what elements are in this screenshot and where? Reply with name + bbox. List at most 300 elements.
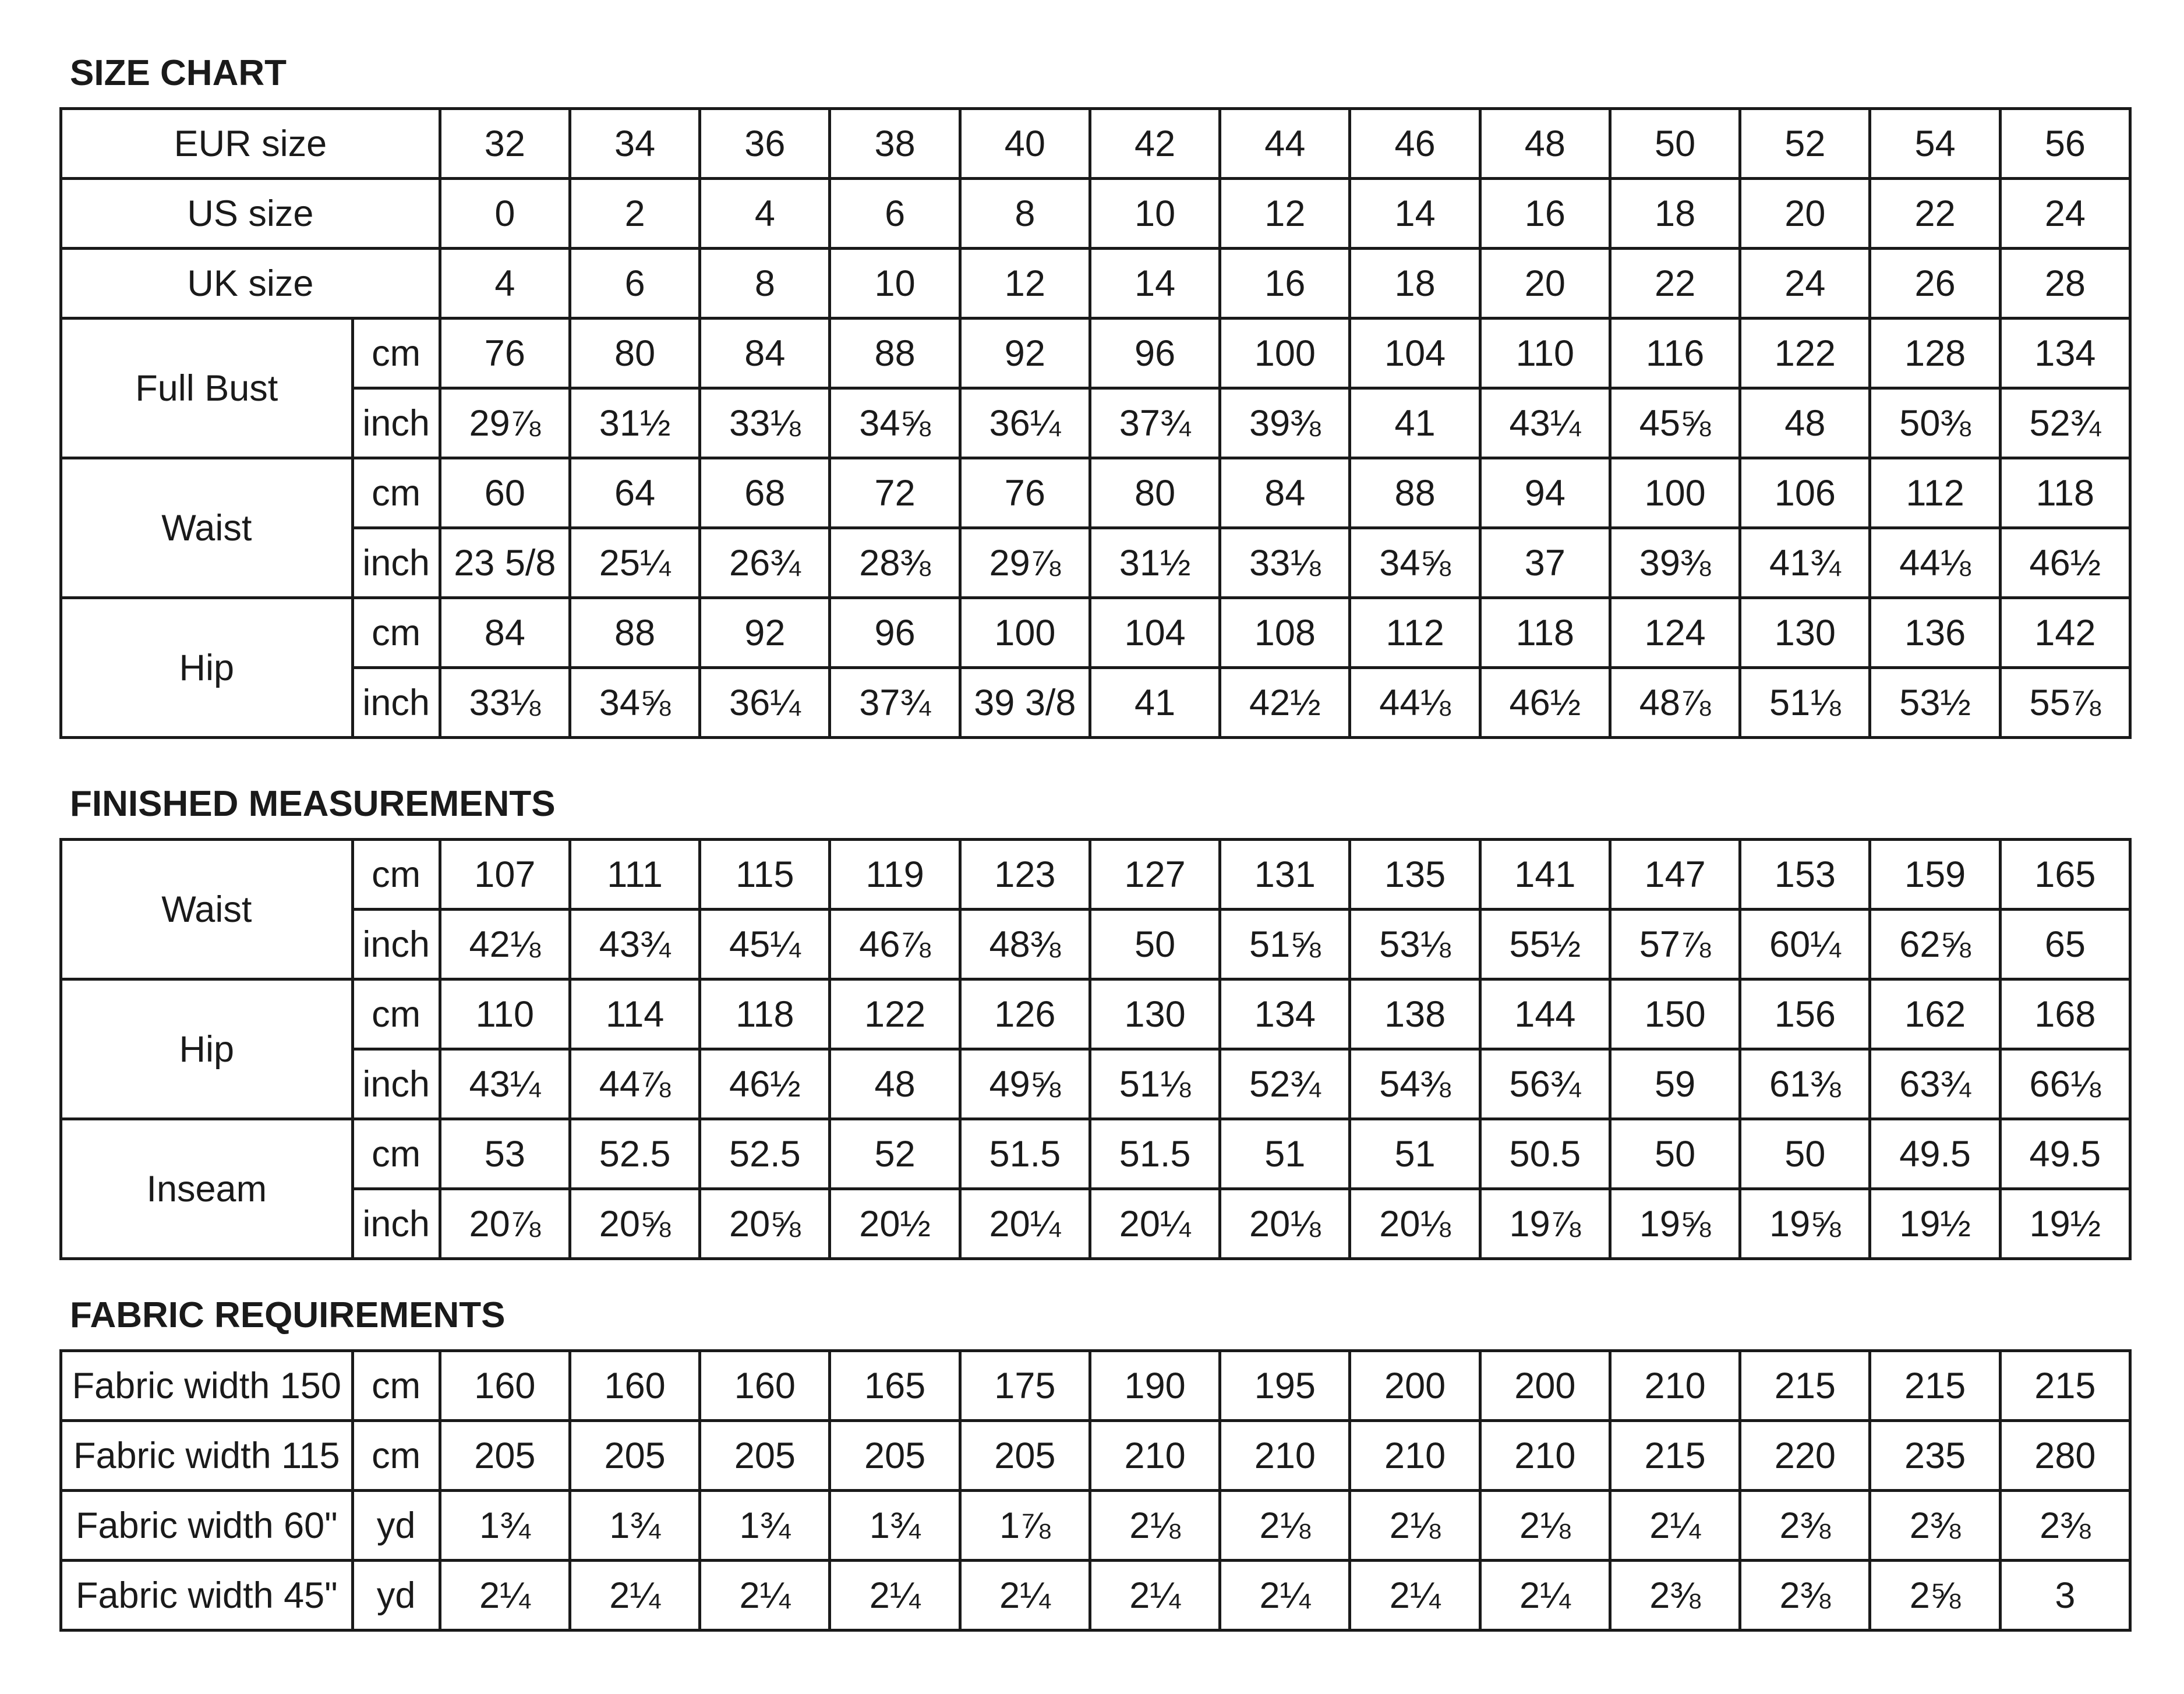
value-cell: 153 (1740, 840, 1870, 910)
fabric-width-label: Fabric width 150 (61, 1351, 353, 1421)
value-cell: 159 (1870, 840, 2000, 910)
value-cell: 20¼ (1090, 1189, 1220, 1259)
value-cell: 205 (960, 1421, 1090, 1491)
value-cell: 2¼ (1480, 1561, 1610, 1631)
value-cell: 96 (830, 598, 960, 668)
value-cell: 26 (1870, 249, 2000, 319)
value-cell: 128 (1870, 319, 2000, 388)
value-cell: 19⅝ (1740, 1189, 1870, 1259)
value-cell: 49.5 (2000, 1119, 2130, 1189)
value-cell: 37¾ (1090, 388, 1220, 458)
value-cell: 19⅞ (1480, 1189, 1610, 1259)
value-cell: 22 (1610, 249, 1740, 319)
value-cell: 22 (1870, 179, 2000, 249)
value-cell: 131 (1220, 840, 1350, 910)
value-cell: 124 (1610, 598, 1740, 668)
value-cell: 112 (1350, 598, 1480, 668)
value-cell: 1¾ (440, 1491, 570, 1561)
value-cell: 45¼ (700, 910, 830, 979)
value-cell: 48 (830, 1049, 960, 1119)
value-cell: 33⅛ (1220, 528, 1350, 598)
value-cell: 3 (2000, 1561, 2130, 1631)
value-cell: 25¼ (570, 528, 699, 598)
value-cell: 41 (1090, 668, 1220, 738)
value-cell: 115 (700, 840, 830, 910)
value-cell: 39⅜ (1220, 388, 1350, 458)
value-cell: 20⅝ (570, 1189, 699, 1259)
value-cell: 50.5 (1480, 1119, 1610, 1189)
value-cell: 72 (830, 458, 960, 528)
value-cell: 24 (1740, 249, 1870, 319)
value-cell: 41¾ (1740, 528, 1870, 598)
fabric-width-label: Fabric width 60" (61, 1491, 353, 1561)
value-cell: 65 (2000, 910, 2130, 979)
value-cell: 210 (1480, 1421, 1610, 1491)
value-cell: 51⅛ (1740, 668, 1870, 738)
value-cell: 14 (1090, 249, 1220, 319)
value-cell: 49.5 (1870, 1119, 2000, 1189)
value-cell: 122 (1740, 319, 1870, 388)
value-cell: 94 (1480, 458, 1610, 528)
value-cell: 118 (1480, 598, 1610, 668)
value-cell: 20¼ (960, 1189, 1090, 1259)
value-cell: 28 (2000, 249, 2130, 319)
value-cell: 210 (1350, 1421, 1480, 1491)
value-cell: 37 (1480, 528, 1610, 598)
size-label: EUR size (61, 109, 440, 179)
value-cell: 118 (2000, 458, 2130, 528)
value-cell: 54 (1870, 109, 2000, 179)
value-cell: 220 (1740, 1421, 1870, 1491)
value-cell: 106 (1740, 458, 1870, 528)
value-cell: 2¼ (700, 1561, 830, 1631)
value-cell: 84 (440, 598, 570, 668)
value-cell: 46½ (700, 1049, 830, 1119)
value-cell: 108 (1220, 598, 1350, 668)
value-cell: 42½ (1220, 668, 1350, 738)
value-cell: 57⅞ (1610, 910, 1740, 979)
unit-cell: cm (352, 1119, 440, 1189)
value-cell: 200 (1480, 1351, 1610, 1421)
value-cell: 1¾ (700, 1491, 830, 1561)
value-cell: 38 (830, 109, 960, 179)
value-cell: 34 (570, 109, 699, 179)
value-cell: 46½ (1480, 668, 1610, 738)
value-cell: 76 (440, 319, 570, 388)
value-cell: 135 (1350, 840, 1480, 910)
value-cell: 51.5 (960, 1119, 1090, 1189)
value-cell: 4 (440, 249, 570, 319)
value-cell: 134 (2000, 319, 2130, 388)
value-cell: 100 (1220, 319, 1350, 388)
value-cell: 100 (960, 598, 1090, 668)
value-cell: 110 (440, 979, 570, 1049)
value-cell: 19½ (2000, 1189, 2130, 1259)
value-cell: 51⅛ (1090, 1049, 1220, 1119)
value-cell: 51.5 (1090, 1119, 1220, 1189)
value-cell: 114 (570, 979, 699, 1049)
value-cell: 2¼ (830, 1561, 960, 1631)
value-cell: 44⅛ (1350, 668, 1480, 738)
value-cell: 54⅜ (1350, 1049, 1480, 1119)
value-cell: 55½ (1480, 910, 1610, 979)
value-cell: 19⅝ (1610, 1189, 1740, 1259)
value-cell: 215 (2000, 1351, 2130, 1421)
value-cell: 76 (960, 458, 1090, 528)
unit-cell: inch (352, 1049, 440, 1119)
unit-cell: cm (352, 319, 440, 388)
value-cell: 52.5 (700, 1119, 830, 1189)
value-cell: 44⅞ (570, 1049, 699, 1119)
value-cell: 46½ (2000, 528, 2130, 598)
value-cell: 2⅝ (1870, 1561, 2000, 1631)
value-cell: 59 (1610, 1049, 1740, 1119)
size-row-uk (61, 249, 2130, 319)
value-cell: 2⅛ (1090, 1491, 1220, 1561)
value-cell: 92 (700, 598, 830, 668)
value-cell: 107 (440, 840, 570, 910)
value-cell: 42⅛ (440, 910, 570, 979)
value-cell: 119 (830, 840, 960, 910)
value-cell: 55⅞ (2000, 668, 2130, 738)
value-cell: 12 (1220, 179, 1350, 249)
fabric-requirements-title: FABRIC REQUIREMENTS (70, 1295, 506, 1335)
value-cell: 280 (2000, 1421, 2130, 1491)
value-cell: 2⅛ (1480, 1491, 1610, 1561)
measurement-row (61, 319, 2130, 388)
value-cell: 10 (830, 249, 960, 319)
size-row-us (61, 179, 2130, 249)
value-cell: 2¼ (960, 1561, 1090, 1631)
value-cell: 2⅜ (1740, 1561, 1870, 1631)
value-cell: 205 (700, 1421, 830, 1491)
value-cell: 20½ (830, 1189, 960, 1259)
value-cell: 66⅛ (2000, 1049, 2130, 1119)
value-cell: 34⅝ (830, 388, 960, 458)
value-cell: 56¾ (1480, 1049, 1610, 1119)
value-cell: 40 (960, 109, 1090, 179)
value-cell: 215 (1740, 1351, 1870, 1421)
value-cell: 51 (1220, 1119, 1350, 1189)
value-cell: 24 (2000, 179, 2130, 249)
value-cell: 62⅝ (1870, 910, 2000, 979)
value-cell: 19½ (1870, 1189, 2000, 1259)
value-cell: 56 (2000, 109, 2130, 179)
value-cell: 2¼ (1610, 1491, 1740, 1561)
value-cell: 2 (570, 179, 699, 249)
value-cell: 1¾ (570, 1491, 699, 1561)
value-cell: 33⅛ (700, 388, 830, 458)
value-cell: 48 (1480, 109, 1610, 179)
value-cell: 2⅜ (2000, 1491, 2130, 1561)
value-cell: 60¼ (1740, 910, 1870, 979)
value-cell: 8 (960, 179, 1090, 249)
value-cell: 45⅝ (1610, 388, 1740, 458)
value-cell: 53 (440, 1119, 570, 1189)
value-cell: 210 (1220, 1421, 1350, 1491)
value-cell: 31½ (570, 388, 699, 458)
value-cell: 110 (1480, 319, 1610, 388)
value-cell: 215 (1870, 1351, 2000, 1421)
size-label: UK size (61, 249, 440, 319)
value-cell: 53½ (1870, 668, 2000, 738)
value-cell: 116 (1610, 319, 1740, 388)
value-cell: 147 (1610, 840, 1740, 910)
measurement-label: Waist (61, 840, 353, 979)
value-cell: 32 (440, 109, 570, 179)
measurement-label: Hip (61, 598, 353, 738)
value-cell: 50 (1090, 910, 1220, 979)
unit-cell: cm (352, 1351, 440, 1421)
unit-cell: inch (352, 1189, 440, 1259)
value-cell: 46⅞ (830, 910, 960, 979)
value-cell: 52 (830, 1119, 960, 1189)
value-cell: 51 (1350, 1119, 1480, 1189)
value-cell: 8 (700, 249, 830, 319)
unit-cell: inch (352, 668, 440, 738)
fabric-row (61, 1491, 2130, 1561)
value-cell: 68 (700, 458, 830, 528)
value-cell: 2⅛ (1220, 1491, 1350, 1561)
value-cell: 235 (1870, 1421, 2000, 1491)
value-cell: 51⅝ (1220, 910, 1350, 979)
value-cell: 138 (1350, 979, 1480, 1049)
measurement-row (61, 388, 2130, 458)
value-cell: 88 (570, 598, 699, 668)
value-cell: 61⅜ (1740, 1049, 1870, 1119)
value-cell: 160 (440, 1351, 570, 1421)
value-cell: 0 (440, 179, 570, 249)
value-cell: 1⅞ (960, 1491, 1090, 1561)
value-cell: 2⅜ (1610, 1561, 1740, 1631)
value-cell: 210 (1610, 1351, 1740, 1421)
value-cell: 50 (1740, 1119, 1870, 1189)
value-cell: 52 (1740, 109, 1870, 179)
value-cell: 34⅝ (570, 668, 699, 738)
value-cell: 160 (700, 1351, 830, 1421)
value-cell: 168 (2000, 979, 2130, 1049)
unit-cell: cm (352, 1421, 440, 1491)
value-cell: 2¼ (1090, 1561, 1220, 1631)
finished-measurements-table (59, 838, 2132, 1260)
finished-row (61, 979, 2130, 1049)
value-cell: 26¾ (700, 528, 830, 598)
value-cell: 42 (1090, 109, 1220, 179)
value-cell: 29⅞ (440, 388, 570, 458)
size-row-eur (61, 109, 2130, 179)
measurement-row (61, 458, 2130, 528)
value-cell: 111 (570, 840, 699, 910)
value-cell: 2¼ (440, 1561, 570, 1631)
value-cell: 205 (440, 1421, 570, 1491)
value-cell: 52¾ (2000, 388, 2130, 458)
value-cell: 130 (1740, 598, 1870, 668)
value-cell: 141 (1480, 840, 1610, 910)
measurement-label: Inseam (61, 1119, 353, 1259)
value-cell: 104 (1350, 319, 1480, 388)
value-cell: 215 (1610, 1421, 1740, 1491)
measurement-row (61, 668, 2130, 738)
value-cell: 84 (700, 319, 830, 388)
value-cell: 20⅞ (440, 1189, 570, 1259)
value-cell: 52.5 (570, 1119, 699, 1189)
value-cell: 80 (1090, 458, 1220, 528)
value-cell: 36 (700, 109, 830, 179)
value-cell: 134 (1220, 979, 1350, 1049)
value-cell: 6 (830, 179, 960, 249)
value-cell: 48⅞ (1610, 668, 1740, 738)
value-cell: 142 (2000, 598, 2130, 668)
measurement-row (61, 598, 2130, 668)
value-cell: 1¾ (830, 1491, 960, 1561)
value-cell: 18 (1610, 179, 1740, 249)
value-cell: 48⅜ (960, 910, 1090, 979)
fabric-width-label: Fabric width 45" (61, 1561, 353, 1631)
finished-measurements-title: FINISHED MEASUREMENTS (70, 784, 556, 824)
value-cell: 37¾ (830, 668, 960, 738)
value-cell: 2⅛ (1350, 1491, 1480, 1561)
value-cell: 127 (1090, 840, 1220, 910)
unit-cell: cm (352, 840, 440, 910)
value-cell: 16 (1480, 179, 1610, 249)
value-cell: 12 (960, 249, 1090, 319)
value-cell: 118 (700, 979, 830, 1049)
value-cell: 210 (1090, 1421, 1220, 1491)
value-cell: 96 (1090, 319, 1220, 388)
value-cell: 50⅜ (1870, 388, 2000, 458)
value-cell: 49⅝ (960, 1049, 1090, 1119)
value-cell: 84 (1220, 458, 1350, 528)
value-cell: 48 (1740, 388, 1870, 458)
value-cell: 36¼ (960, 388, 1090, 458)
value-cell: 160 (570, 1351, 699, 1421)
value-cell: 63¾ (1870, 1049, 2000, 1119)
value-cell: 50 (1610, 109, 1740, 179)
value-cell: 53⅛ (1350, 910, 1480, 979)
measurement-label: Hip (61, 979, 353, 1119)
value-cell: 14 (1350, 179, 1480, 249)
finished-row (61, 1119, 2130, 1189)
value-cell: 205 (830, 1421, 960, 1491)
value-cell: 190 (1090, 1351, 1220, 1421)
value-cell: 20 (1480, 249, 1610, 319)
fabric-requirements-table (59, 1349, 2132, 1632)
value-cell: 28⅜ (830, 528, 960, 598)
value-cell: 195 (1220, 1351, 1350, 1421)
unit-cell: inch (352, 388, 440, 458)
unit-cell: inch (352, 528, 440, 598)
finished-row (61, 910, 2130, 979)
value-cell: 10 (1090, 179, 1220, 249)
value-cell: 43¼ (1480, 388, 1610, 458)
value-cell: 33⅛ (440, 668, 570, 738)
value-cell: 44⅛ (1870, 528, 2000, 598)
finished-row (61, 1189, 2130, 1259)
value-cell: 162 (1870, 979, 2000, 1049)
value-cell: 16 (1220, 249, 1350, 319)
value-cell: 20 (1740, 179, 1870, 249)
value-cell: 34⅝ (1350, 528, 1480, 598)
value-cell: 122 (830, 979, 960, 1049)
value-cell: 20⅛ (1220, 1189, 1350, 1259)
value-cell: 43¼ (440, 1049, 570, 1119)
value-cell: 130 (1090, 979, 1220, 1049)
value-cell: 2¼ (1350, 1561, 1480, 1631)
size-label: US size (61, 179, 440, 249)
value-cell: 200 (1350, 1351, 1480, 1421)
value-cell: 80 (570, 319, 699, 388)
fabric-width-label: Fabric width 115 (61, 1421, 353, 1491)
value-cell: 150 (1610, 979, 1740, 1049)
value-cell: 20⅛ (1350, 1189, 1480, 1259)
value-cell: 88 (1350, 458, 1480, 528)
value-cell: 2¼ (570, 1561, 699, 1631)
value-cell: 126 (960, 979, 1090, 1049)
value-cell: 50 (1610, 1119, 1740, 1189)
value-cell: 165 (830, 1351, 960, 1421)
value-cell: 39⅜ (1610, 528, 1740, 598)
value-cell: 4 (700, 179, 830, 249)
size-chart-title: SIZE CHART (70, 53, 287, 93)
value-cell: 23 5/8 (440, 528, 570, 598)
fabric-row (61, 1561, 2130, 1631)
value-cell: 104 (1090, 598, 1220, 668)
value-cell: 60 (440, 458, 570, 528)
value-cell: 29⅞ (960, 528, 1090, 598)
value-cell: 2⅜ (1870, 1491, 2000, 1561)
unit-cell: yd (352, 1561, 440, 1631)
value-cell: 205 (570, 1421, 699, 1491)
finished-row (61, 1049, 2130, 1119)
unit-cell: yd (352, 1491, 440, 1561)
value-cell: 123 (960, 840, 1090, 910)
unit-cell: cm (352, 979, 440, 1049)
measurement-label: Waist (61, 458, 353, 598)
unit-cell: cm (352, 598, 440, 668)
value-cell: 144 (1480, 979, 1610, 1049)
value-cell: 31½ (1090, 528, 1220, 598)
value-cell: 41 (1350, 388, 1480, 458)
value-cell: 100 (1610, 458, 1740, 528)
value-cell: 2⅜ (1740, 1491, 1870, 1561)
value-cell: 136 (1870, 598, 2000, 668)
value-cell: 20⅝ (700, 1189, 830, 1259)
value-cell: 175 (960, 1351, 1090, 1421)
value-cell: 46 (1350, 109, 1480, 179)
value-cell: 36¼ (700, 668, 830, 738)
value-cell: 52¾ (1220, 1049, 1350, 1119)
value-cell: 156 (1740, 979, 1870, 1049)
value-cell: 2¼ (1220, 1561, 1350, 1631)
value-cell: 165 (2000, 840, 2130, 910)
measurement-label: Full Bust (61, 319, 353, 458)
value-cell: 112 (1870, 458, 2000, 528)
measurement-row (61, 528, 2130, 598)
value-cell: 43¾ (570, 910, 699, 979)
value-cell: 92 (960, 319, 1090, 388)
unit-cell: inch (352, 910, 440, 979)
finished-row (61, 840, 2130, 910)
size-chart-table (59, 107, 2132, 739)
value-cell: 44 (1220, 109, 1350, 179)
value-cell: 88 (830, 319, 960, 388)
fabric-row (61, 1351, 2130, 1421)
value-cell: 39 3/8 (960, 668, 1090, 738)
value-cell: 18 (1350, 249, 1480, 319)
fabric-row (61, 1421, 2130, 1491)
unit-cell: cm (352, 458, 440, 528)
value-cell: 6 (570, 249, 699, 319)
